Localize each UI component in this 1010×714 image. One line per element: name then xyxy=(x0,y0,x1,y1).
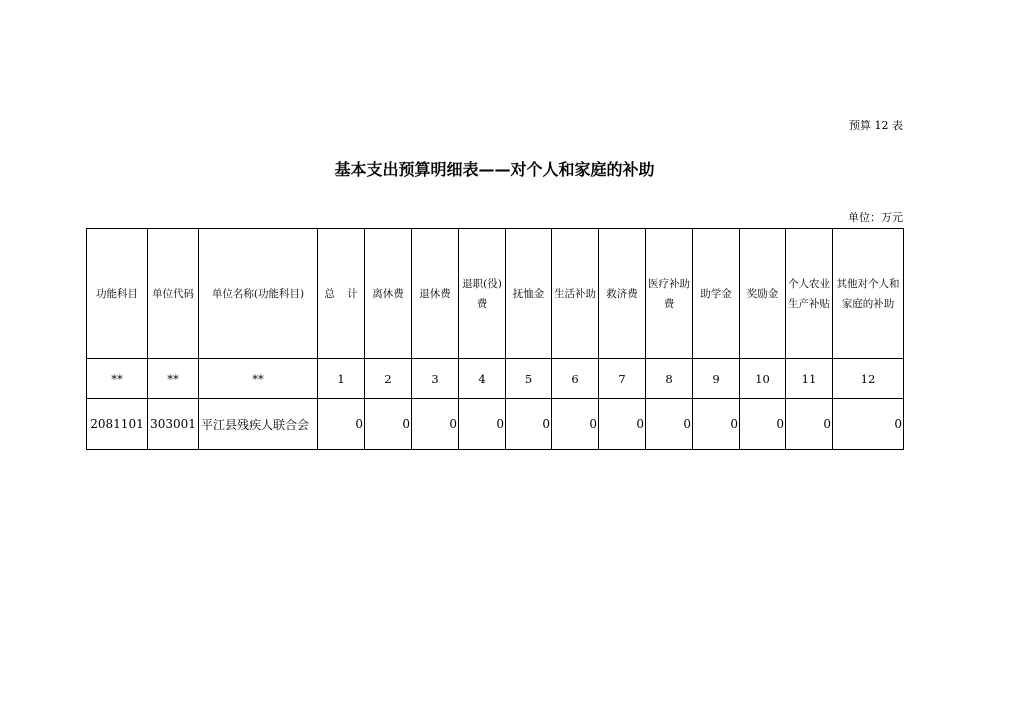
budget-table xyxy=(86,228,904,450)
index-cell: 11 xyxy=(786,359,833,399)
form-number: 预算 12 表 xyxy=(849,119,903,132)
table-header-row xyxy=(87,229,904,359)
header-agri-subsidy: 个人农业生产补贴 xyxy=(786,229,833,359)
cell-function-code: 2081101 xyxy=(87,399,148,450)
header-function-subject: 功能科目 xyxy=(87,229,148,359)
index-cell: 9 xyxy=(693,359,740,399)
cell-tuixiu-fee: 0 xyxy=(412,399,459,450)
index-cell: 2 xyxy=(365,359,412,399)
header-scholarship: 助学金 xyxy=(693,229,740,359)
index-cell: ** xyxy=(148,359,199,399)
index-cell: ** xyxy=(87,359,148,399)
cell-medical-allowance: 0 xyxy=(646,399,693,450)
index-cell: 8 xyxy=(646,359,693,399)
header-unit-name: 单位名称(功能科目) xyxy=(199,229,318,359)
cell-award: 0 xyxy=(740,399,786,450)
cell-relief-fee: 0 xyxy=(599,399,646,450)
index-cell: 5 xyxy=(506,359,552,399)
header-medical-allowance: 医疗补助费 xyxy=(646,229,693,359)
header-other-subsidy: 其他对个人和家庭的补助 xyxy=(833,229,904,359)
cell-pension-compensation: 0 xyxy=(506,399,552,450)
header-living-allowance: 生活补助 xyxy=(552,229,599,359)
header-lixiu-fee: 离休费 xyxy=(365,229,412,359)
index-cell: ** xyxy=(199,359,318,399)
page-title: 基本支出预算明细表——对个人和家庭的补助 xyxy=(334,160,655,179)
index-cell: 1 xyxy=(318,359,365,399)
header-total: 总 计 xyxy=(318,229,365,359)
unit-label: 单位：万元 xyxy=(848,211,903,224)
cell-resignation-fee: 0 xyxy=(459,399,506,450)
cell-total: 0 xyxy=(318,399,365,450)
index-cell: 10 xyxy=(740,359,786,399)
table-index-row xyxy=(87,359,904,399)
cell-agri-subsidy: 0 xyxy=(786,399,833,450)
cell-unit-code: 303001 xyxy=(148,399,199,450)
index-cell: 7 xyxy=(599,359,646,399)
header-pension-compensation: 抚恤金 xyxy=(506,229,552,359)
cell-scholarship: 0 xyxy=(693,399,740,450)
index-cell: 12 xyxy=(833,359,904,399)
header-relief-fee: 救济费 xyxy=(599,229,646,359)
header-resignation-fee: 退职(役)费 xyxy=(459,229,506,359)
index-cell: 6 xyxy=(552,359,599,399)
cell-unit-name: 平江县残疾人联合会 xyxy=(199,399,318,450)
cell-lixiu-fee: 0 xyxy=(365,399,412,450)
cell-other-subsidy: 0 xyxy=(833,399,904,450)
header-award: 奖励金 xyxy=(740,229,786,359)
index-cell: 3 xyxy=(412,359,459,399)
index-cell: 4 xyxy=(459,359,506,399)
header-tuixiu-fee: 退休费 xyxy=(412,229,459,359)
table-row xyxy=(87,399,904,450)
header-unit-code: 单位代码 xyxy=(148,229,199,359)
cell-living-allowance: 0 xyxy=(552,399,599,450)
